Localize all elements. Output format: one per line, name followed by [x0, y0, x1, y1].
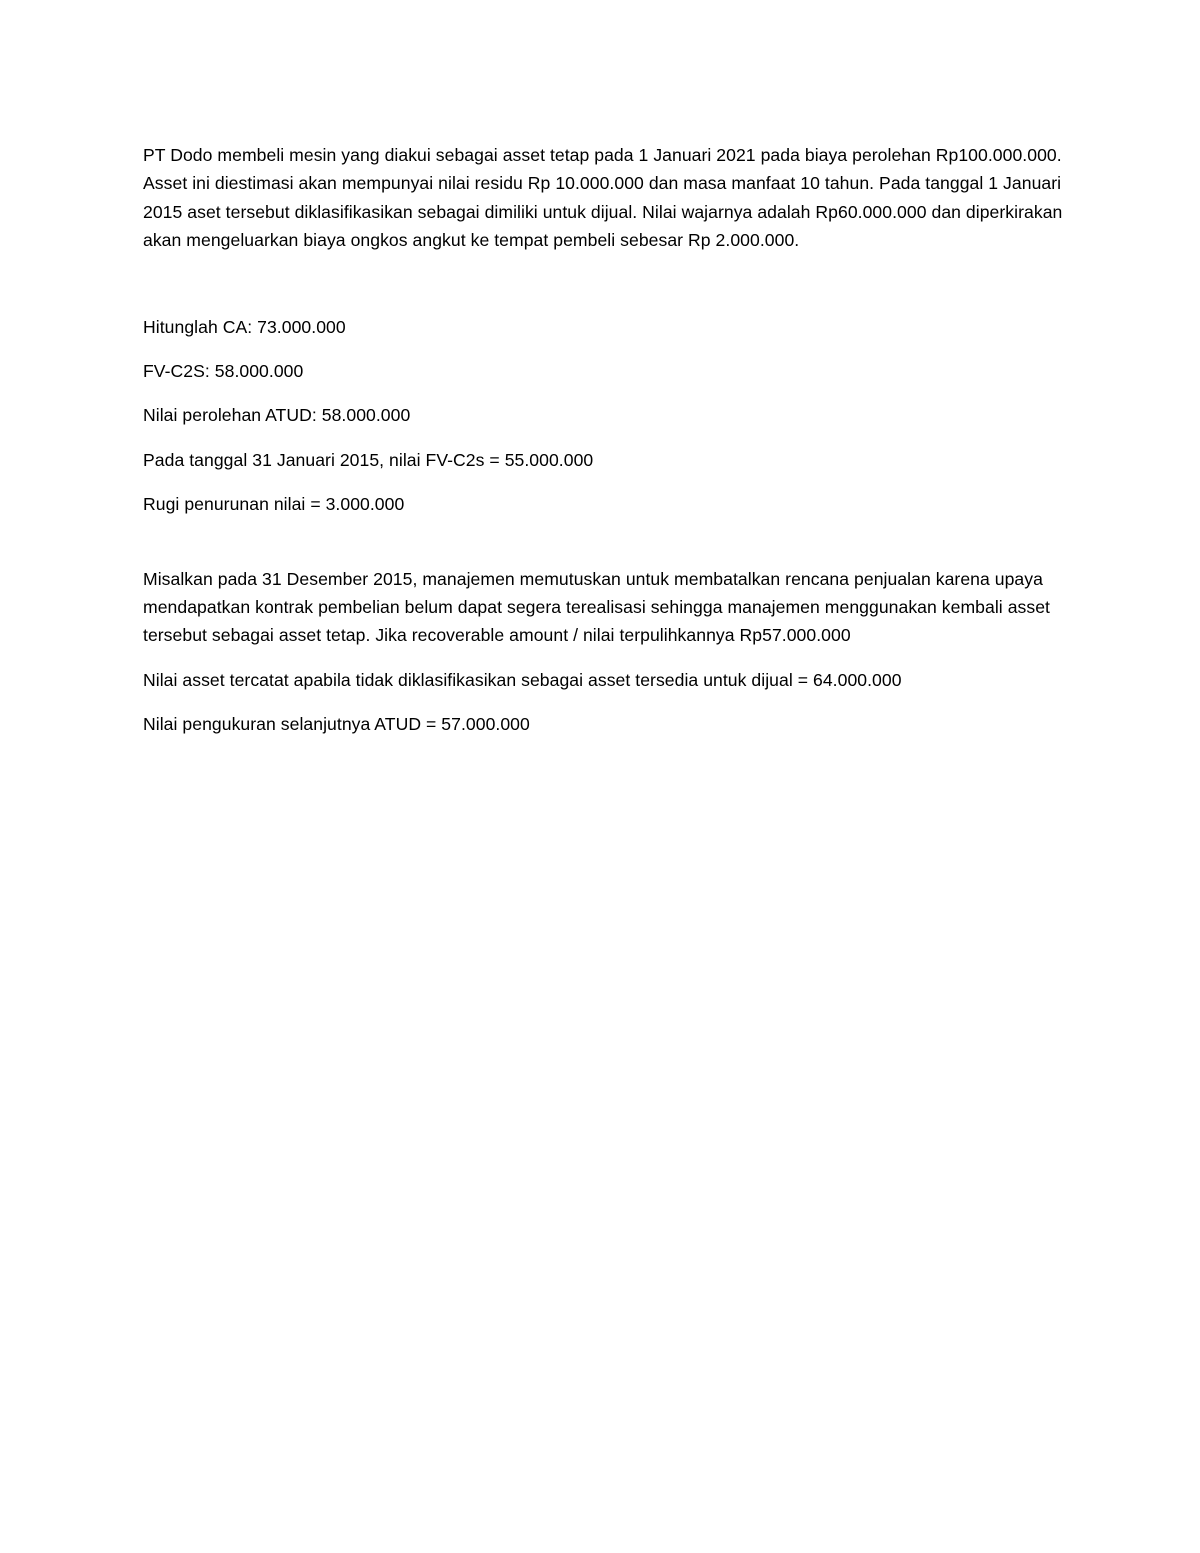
result-line-nilai-tercatat: Nilai asset tercatat apabila tidak diklasifikasikan sebagai asset tersedia untuk dijual = 64.000.000 — [143, 669, 902, 690]
calculation-line-fv-c2s: FV-C2S: 58.000.000 — [143, 361, 304, 382]
calculation-line-ca: Hitunglah CA: 73.000.000 — [143, 316, 346, 337]
calculation-line-fv-c2s-jan: Pada tanggal 31 Januari 2015, nilai FV-C2s = 55.000.000 — [143, 449, 594, 470]
spacer — [143, 255, 1063, 313]
calculation-line-nilai-perolehan: Nilai perolehan ATUD: 58.000.000 — [143, 405, 411, 426]
intro-paragraph: PT Dodo membeli mesin yang diakui sebagai asset tetap pada 1 Januari 2021 pada biaya perolehan Rp100.000.000. Asset ini diestimasi akan mempunyai nilai residu Rp 10.000.000 dan masa manfaat 10 tahun. Pada tanggal 1 Januari 2015 aset tersebut diklasifikasikan sebagai dimiliki untuk dijual. Nilai wajarnya adalah Rp60.000.000 dan diperkirakan akan mengeluarkan biaya ongkos angkut ke tempat pembeli sebesar Rp 2.000.000. — [143, 145, 1063, 251]
spacer — [143, 535, 1063, 565]
calculation-line-rugi: Rugi penurunan nilai = 3.000.000 — [143, 494, 405, 515]
scenario-paragraph: Misalkan pada 31 Desember 2015, manajemen memutuskan untuk membatalkan rencana penjualan karena upaya mendapatkan kontrak pembelian belum dapat segera terealisasi sehingga manajemen menggunakan kembali asset tersebut sebagai asset tetap. Jika recoverable amount / nilai terpulihkannya Rp57.000.000 — [143, 568, 1050, 646]
document-body — [143, 141, 1063, 755]
result-line-pengukuran: Nilai pengukuran selanjutnya ATUD = 57.000.000 — [143, 714, 530, 735]
